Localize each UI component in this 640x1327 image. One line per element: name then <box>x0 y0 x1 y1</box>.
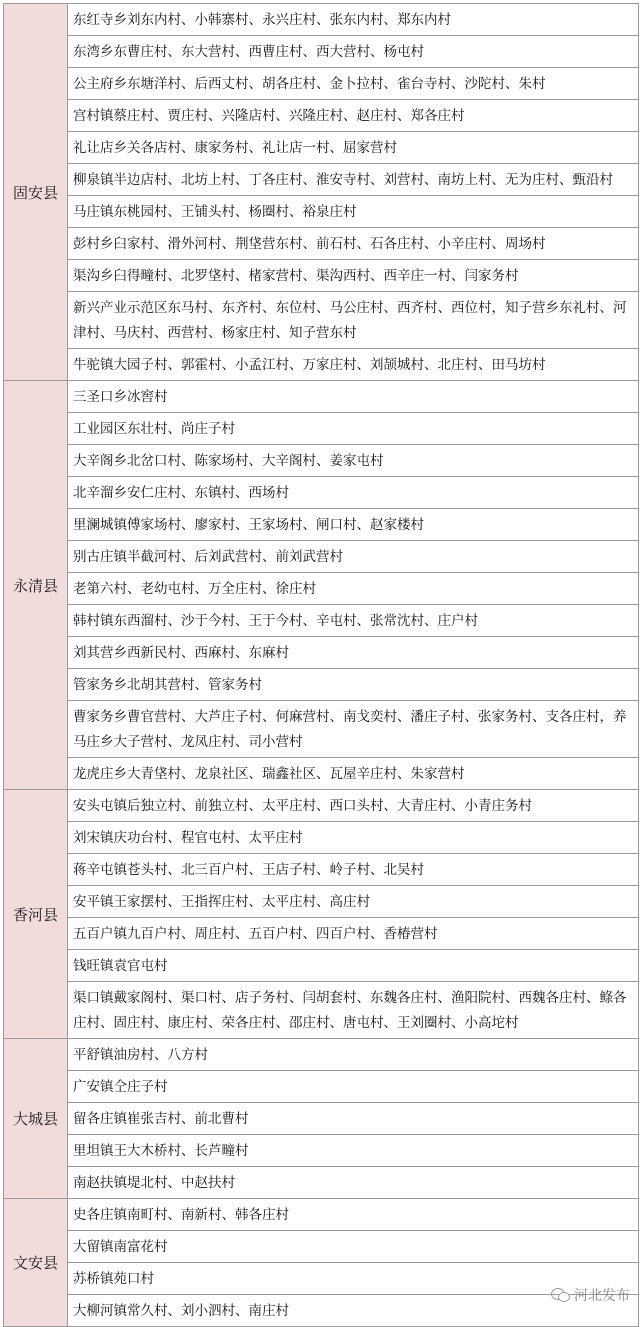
village-list-cell: 安平镇王家摆村、王指挥庄村、太平庄村、高庄村 <box>68 886 639 918</box>
village-list-cell: 柳泉镇半边店村、北坊上村、丁各庄村、淮安寺村、刘营村、南坊上村、无为庄村、甄沿村 <box>68 164 639 196</box>
village-list-cell: 公主府乡东塘洋村、后西丈村、胡各庄村、金卜拉村、雀台寺村、沙陀村、朱村 <box>68 68 639 100</box>
table-row <box>4 1295 639 1327</box>
table-row <box>4 36 639 68</box>
village-list-cell: 曹家务乡曹官营村、大芦庄子村、何麻营村、南戈奕村、潘庄子村、张家务村、支各庄村，养马庄乡大子营村、龙凤庄村、司小营村 <box>68 701 639 758</box>
table-row <box>4 381 639 413</box>
table-row <box>4 68 639 100</box>
table-row <box>4 1167 639 1199</box>
table-row <box>4 132 639 164</box>
table-row <box>4 196 639 228</box>
table-row <box>4 541 639 573</box>
table-row <box>4 1103 639 1135</box>
village-list-cell: 苏桥镇苑口村 <box>68 1263 639 1295</box>
village-list-cell: 工业园区东壮村、尚庄子村 <box>68 413 639 445</box>
village-list-cell: 老第六村、老幼屯村、万全庄村、徐庄村 <box>68 573 639 605</box>
village-list-cell: 渠口镇戴家阁村、渠口村、店子务村、闫胡套村、东魏各庄村、渔阳院村、西魏各庄村、鲦各庄村、固庄村、康庄村、荣各庄村、邵庄村、唐屯村、王刘圈村、小高坨村 <box>68 982 639 1039</box>
village-list-cell: 东红寺乡刘东内村、小韩寨村、永兴庄村、张东内村、郑东内村 <box>68 4 639 36</box>
county-cell: 文安县 <box>4 1199 68 1327</box>
village-list-cell: 里澜城镇傅家场村、廖家村、王家场村、闸口村、赵家楼村 <box>68 509 639 541</box>
table-row <box>4 1071 639 1103</box>
village-list-cell: 安头屯镇后独立村、前独立村、太平庄村、西口头村、大青庄村、小青庄务村 <box>68 790 639 822</box>
table-row <box>4 886 639 918</box>
village-list-cell: 大柳河镇常久村、刘小泗村、南庄村 <box>68 1295 639 1327</box>
table-row <box>4 100 639 132</box>
table-row <box>4 445 639 477</box>
village-list-cell: 三圣口乡冰窖村 <box>68 381 639 413</box>
village-list-cell: 钱旺镇袁官屯村 <box>68 950 639 982</box>
table-row <box>4 758 639 790</box>
table-row <box>4 413 639 445</box>
village-list-cell: 龙虎庄乡大青垡村、龙泉社区、瑞鑫社区、瓦屋辛庄村、朱家营村 <box>68 758 639 790</box>
village-table <box>3 3 639 1327</box>
village-list-cell: 别古庄镇半截河村、后刘武营村、前刘武营村 <box>68 541 639 573</box>
village-list-cell: 宫村镇蔡庄村、贾庄村、兴隆店村、兴隆庄村、赵庄村、郑各庄村 <box>68 100 639 132</box>
table-row <box>4 790 639 822</box>
village-list-cell: 渠沟乡臼得疃村、北罗垡村、楮家营村、渠沟西村、西辛庄一村、闫家务村 <box>68 260 639 292</box>
table-row <box>4 982 639 1039</box>
village-list-cell: 五百户镇九百户村、周庄村、五百户村、四百户村、香椿营村 <box>68 918 639 950</box>
table-row <box>4 509 639 541</box>
village-list-cell: 牛驼镇大园子村、郭霍村、小孟江村、万家庄村、刘颉城村、北庄村、田马坊村 <box>68 349 639 381</box>
table-row <box>4 164 639 196</box>
table-row <box>4 4 639 36</box>
county-cell: 大城县 <box>4 1039 68 1199</box>
village-list-cell: 广安镇仝庄子村 <box>68 1071 639 1103</box>
table-row <box>4 1135 639 1167</box>
table-row <box>4 1039 639 1071</box>
table-row <box>4 637 639 669</box>
county-cell: 永清县 <box>4 381 68 790</box>
village-list-cell: 刘宋镇庆功台村、程官屯村、太平庄村 <box>68 822 639 854</box>
watermark-text: 河北发布 <box>574 1288 630 1304</box>
table-row <box>4 349 639 381</box>
village-list-cell: 马庄镇东桃园村、王铺头村、杨圈村、裕泉庄村 <box>68 196 639 228</box>
table-row <box>4 701 639 758</box>
village-list-cell: 史各庄镇南町村、南新村、韩各庄村 <box>68 1199 639 1231</box>
village-list-cell: 北辛溜乡安仁庄村、东镇村、西场村 <box>68 477 639 509</box>
table-row <box>4 605 639 637</box>
table-row <box>4 854 639 886</box>
village-list-cell: 新兴产业示范区东马村、东齐村、东位村、马公庄村、西齐村、西位村，知子营乡东礼村、河津村、马庆村、西营村、杨家庄村、知子营东村 <box>68 292 639 349</box>
village-list-cell: 留各庄镇崔张吉村、前北曹村 <box>68 1103 639 1135</box>
wechat-icon <box>551 1288 569 1302</box>
village-list-cell: 礼让店乡关各店村、康家务村、礼让店一村、屈家营村 <box>68 132 639 164</box>
village-list-cell: 韩村镇东西溜村、沙于今村、王于今村、辛屯村、张常沈村、庄户村 <box>68 605 639 637</box>
village-list-cell: 管家务乡北胡其营村、管家务村 <box>68 669 639 701</box>
village-list-cell: 平舒镇油房村、八方村 <box>68 1039 639 1071</box>
village-list-cell: 彭村乡臼家村、滑外河村、荆垡营东村、前石村、石各庄村、小辛庄村、周场村 <box>68 228 639 260</box>
table-row <box>4 1199 639 1231</box>
village-list-cell: 里坦镇王大木桥村、长芦疃村 <box>68 1135 639 1167</box>
table-row <box>4 669 639 701</box>
county-cell: 固安县 <box>4 4 68 381</box>
watermark <box>551 1285 630 1305</box>
table-row <box>4 477 639 509</box>
table-row <box>4 918 639 950</box>
village-list-cell: 蒋辛屯镇苍头村、北三百户村、王店子村、岭子村、北吴村 <box>68 854 639 886</box>
village-list-cell: 刘其营乡西新民村、西麻村、东麻村 <box>68 637 639 669</box>
table-row <box>4 950 639 982</box>
table-row <box>4 1231 639 1263</box>
table-row <box>4 822 639 854</box>
table-row <box>4 1263 639 1295</box>
table-row <box>4 260 639 292</box>
village-list-cell: 大留镇南富花村 <box>68 1231 639 1263</box>
village-table-body <box>4 4 639 1327</box>
table-row <box>4 228 639 260</box>
county-cell: 香河县 <box>4 790 68 1039</box>
village-list-cell: 东湾乡东曹庄村、东大营村、西曹庄村、西大营村、杨屯村 <box>68 36 639 68</box>
table-row <box>4 573 639 605</box>
village-list-cell: 南赵扶镇堤北村、中赵扶村 <box>68 1167 639 1199</box>
village-list-cell: 大辛阁乡北岔口村、陈家场村、大辛阁村、姜家屯村 <box>68 445 639 477</box>
table-row <box>4 292 639 349</box>
